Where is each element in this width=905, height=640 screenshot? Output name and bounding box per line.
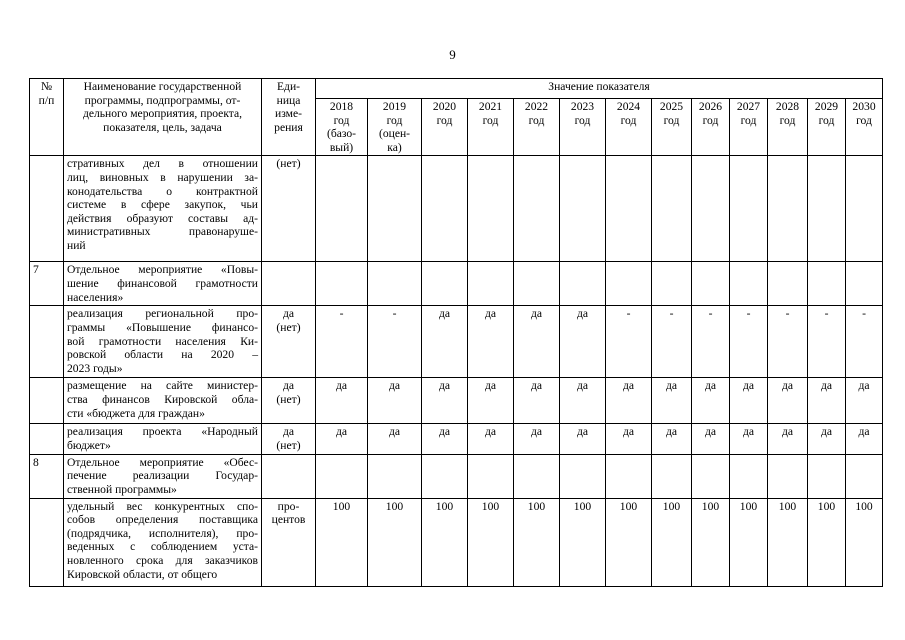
header-year-2029 [808, 99, 846, 156]
value-cell-2019 [368, 262, 422, 306]
text-line: 2030 [852, 100, 876, 113]
value-cell-2018 [316, 156, 368, 262]
text-line: изме- [275, 107, 302, 121]
text-line: год [818, 113, 835, 127]
value-cell-2030: - [846, 306, 883, 378]
text-line: № [40, 80, 53, 93]
text-line: лиц, виновных в нарушении за- [67, 170, 258, 184]
value-cell-2023 [560, 156, 606, 262]
row-name [64, 262, 262, 306]
text-line: год [620, 113, 637, 127]
text-line: 2020 [432, 100, 457, 113]
text-line: вый) [329, 140, 354, 154]
table-row [30, 424, 883, 454]
row-unit [262, 378, 316, 424]
value-cell-2022: да [514, 306, 560, 378]
value-cell-2026: да [692, 378, 730, 424]
value-cell-2024 [606, 454, 652, 498]
text-line: год [528, 113, 545, 127]
value-cell-2018 [316, 454, 368, 498]
text-line: год [856, 113, 872, 127]
value-cell-2019: да [368, 424, 422, 454]
value-cell-2029: да [808, 424, 846, 454]
text-line: веденных с соблюдением уста- [67, 540, 258, 554]
text-line: 2026 [698, 100, 723, 113]
value-cell-2028 [768, 262, 808, 306]
value-cell-2023: да [560, 378, 606, 424]
text-line: год [702, 113, 719, 127]
value-cell-2027: 100 [730, 498, 768, 586]
text-line: ства финансов Кировской обла- [67, 392, 258, 406]
row-name [64, 498, 262, 586]
text-line: Отдельное мероприятие «Обес- [67, 455, 258, 469]
value-cell-2024: - [606, 306, 652, 378]
text-line: новленного срока для заказчиков [67, 553, 258, 567]
value-cell-2026 [692, 454, 730, 498]
value-cell-2028: - [768, 306, 808, 378]
value-cell-2019 [368, 454, 422, 498]
value-cell-2021: 100 [468, 498, 514, 586]
value-cell-2022: да [514, 424, 560, 454]
value-cell-2020: 100 [422, 498, 468, 586]
value-cell-2019: да [368, 378, 422, 424]
text-line: (базо- [326, 127, 357, 141]
value-cell-2025: да [652, 424, 692, 454]
text-line: 2022 [524, 100, 549, 113]
value-cell-2029: 100 [808, 498, 846, 586]
header-year-2019 [368, 99, 422, 156]
row-name [64, 156, 262, 262]
table-row [30, 262, 883, 306]
value-cell-2018: да [316, 424, 368, 454]
header-year-2027 [730, 99, 768, 156]
value-cell-2030 [846, 262, 883, 306]
row-number [30, 424, 64, 454]
text-line: шение финансовой грамотности [67, 276, 258, 290]
value-cell-2027: - [730, 306, 768, 378]
value-cell-2028: да [768, 378, 808, 424]
text-line: Наименование государственной [83, 80, 242, 93]
value-cell-2027 [730, 454, 768, 498]
value-cell-2019: - [368, 306, 422, 378]
value-cell-2023: да [560, 424, 606, 454]
header-year-2023 [560, 99, 606, 156]
text-line: год [436, 113, 453, 127]
text-line: Кировской области, от общего [67, 567, 218, 581]
value-cell-2025: да [652, 378, 692, 424]
value-cell-2027: да [730, 424, 768, 454]
value-cell-2022: 100 [514, 498, 560, 586]
text-line: реализация проекта «Народный [67, 425, 258, 439]
text-line: ровской области на 2020 – [67, 348, 258, 362]
value-cell-2027 [730, 156, 768, 262]
text-line: бюджет» [67, 438, 111, 452]
value-cell-2029: - [808, 306, 846, 378]
value-cell-2020: да [422, 424, 468, 454]
text-line: дельного мероприятия, проекта, [82, 107, 243, 121]
row-unit [262, 454, 316, 498]
header-year-2021 [468, 99, 514, 156]
header-values: Значение показателя [316, 79, 883, 99]
value-cell-2024: да [606, 424, 652, 454]
value-cell-2025: 100 [652, 498, 692, 586]
text-line: (нет) [276, 438, 301, 452]
text-line: ственной программы» [67, 482, 177, 496]
value-cell-2021 [468, 156, 514, 262]
value-cell-2022: да [514, 378, 560, 424]
text-line: 2021 [478, 100, 503, 113]
value-cell-2021: да [468, 306, 514, 378]
row-unit [262, 306, 316, 378]
row-unit [262, 262, 316, 306]
text-line: (подрядчика, исполнителя), про- [67, 526, 258, 540]
value-cell-2018: 100 [316, 498, 368, 586]
value-cell-2027 [730, 262, 768, 306]
text-line: ний [67, 238, 86, 252]
row-number [30, 498, 64, 586]
header-year-2030 [846, 99, 883, 156]
value-cell-2018 [316, 262, 368, 306]
value-cell-2025: - [652, 306, 692, 378]
value-cell-2025 [652, 156, 692, 262]
row-name [64, 454, 262, 498]
value-cell-2023: да [560, 306, 606, 378]
text-line: действия образуют составы ад- [67, 211, 258, 225]
value-cell-2020 [422, 454, 468, 498]
value-cell-2029 [808, 156, 846, 262]
table-row [30, 306, 883, 378]
text-line: рения [274, 120, 303, 134]
text-line: ка) [387, 140, 402, 154]
text-line: год [386, 113, 403, 127]
value-cell-2028 [768, 454, 808, 498]
header-num-text [33, 80, 60, 107]
header-year-2025 [652, 99, 692, 156]
value-cell-2030: да [846, 424, 883, 454]
value-cell-2024 [606, 262, 652, 306]
value-cell-2022 [514, 262, 560, 306]
text-line: собов определения поставщика [67, 513, 258, 527]
table-row [30, 378, 883, 424]
text-line: министративных правонаруше- [67, 225, 258, 239]
value-cell-2018: да [316, 378, 368, 424]
value-cell-2021 [468, 262, 514, 306]
text-line: 2024 [616, 100, 641, 113]
value-cell-2019 [368, 156, 422, 262]
header-year-2022 [514, 99, 560, 156]
header-num [30, 79, 64, 156]
text-line: центов [271, 513, 306, 527]
text-line: сти «бюджета для граждан» [67, 406, 205, 420]
value-cell-2023 [560, 454, 606, 498]
text-line: Еди- [276, 80, 301, 93]
value-cell-2020: да [422, 306, 468, 378]
text-line: граммы «Повышение финансо- [67, 320, 258, 334]
value-cell-2024 [606, 156, 652, 262]
text-line: да [282, 307, 295, 321]
text-line: реализация региональной про- [67, 307, 258, 321]
value-cell-2018: - [316, 306, 368, 378]
indicator-table [29, 78, 883, 587]
text-line: (нет) [276, 320, 301, 334]
row-number [30, 378, 64, 424]
value-cell-2026 [692, 262, 730, 306]
value-cell-2023 [560, 262, 606, 306]
text-line: 2019 [382, 100, 407, 113]
text-line: вой грамотности населения Ки- [67, 334, 258, 348]
text-line: 2028 [775, 100, 800, 113]
value-cell-2029: да [808, 378, 846, 424]
value-cell-2030: 100 [846, 498, 883, 586]
text-line: год [740, 113, 757, 127]
text-line: системе в сфере закупок, чьи [67, 198, 258, 212]
text-line: Отдельное мероприятие «Повы- [67, 263, 258, 277]
value-cell-2026: да [692, 424, 730, 454]
header-year-2026 [692, 99, 730, 156]
row-number [30, 306, 64, 378]
header-name [64, 79, 262, 156]
value-cell-2022 [514, 454, 560, 498]
value-cell-2029 [808, 262, 846, 306]
text-line: 2023 [570, 100, 595, 113]
value-cell-2028: да [768, 424, 808, 454]
value-cell-2025 [652, 454, 692, 498]
text-line: 2029 [814, 100, 839, 113]
text-line: конодательства о контрактной [67, 184, 258, 198]
value-cell-2030 [846, 156, 883, 262]
text-line: год [574, 113, 591, 127]
header-year-2020 [422, 99, 468, 156]
text-line: год [779, 113, 796, 127]
value-cell-2025 [652, 262, 692, 306]
text-line: программы, подпрограммы, от- [84, 93, 241, 107]
row-number: 7 [30, 262, 64, 306]
text-line: год [333, 113, 350, 127]
value-cell-2024: 100 [606, 498, 652, 586]
text-line: показателя, цель, задача [103, 120, 222, 134]
value-cell-2026: - [692, 306, 730, 378]
text-line: 2025 [659, 100, 684, 113]
text-line: (нет) [276, 157, 301, 171]
text-line: п/п [38, 93, 55, 107]
text-line: 2018 [329, 100, 354, 113]
row-unit [262, 424, 316, 454]
page-number: 9 [449, 47, 456, 62]
value-cell-2026 [692, 156, 730, 262]
row-number: 8 [30, 454, 64, 498]
text-line: размещение на сайте министер- [67, 379, 258, 393]
table-row [30, 498, 883, 586]
text-line: 2023 годы» [67, 361, 123, 375]
row-number [30, 156, 64, 262]
text-line: (нет) [276, 392, 301, 406]
header-unit [262, 79, 316, 156]
text-line: год [482, 113, 499, 127]
value-cell-2028: 100 [768, 498, 808, 586]
text-line: да [282, 425, 295, 439]
row-unit [262, 156, 316, 262]
text-line: ница [276, 93, 301, 107]
value-cell-2021 [468, 454, 514, 498]
text-line: про- [277, 499, 300, 513]
value-cell-2028 [768, 156, 808, 262]
text-line: удельный вес конкурентных спо- [67, 499, 258, 513]
text-line: год [663, 113, 680, 127]
row-name [64, 424, 262, 454]
value-cell-2020: да [422, 378, 468, 424]
value-cell-2027: да [730, 378, 768, 424]
row-unit [262, 498, 316, 586]
value-cell-2020 [422, 156, 468, 262]
text-line: (оцен- [378, 127, 411, 141]
value-cell-2023: 100 [560, 498, 606, 586]
value-cell-2026: 100 [692, 498, 730, 586]
value-cell-2022 [514, 156, 560, 262]
row-name [64, 306, 262, 378]
row-name [64, 378, 262, 424]
value-cell-2019: 100 [368, 498, 422, 586]
text-line: да [282, 379, 295, 393]
header-unit-text [265, 80, 312, 134]
header-name-text [67, 80, 258, 134]
value-cell-2029 [808, 454, 846, 498]
value-cell-2021: да [468, 378, 514, 424]
value-cell-2024: да [606, 378, 652, 424]
table-row [30, 156, 883, 262]
value-cell-2030: да [846, 378, 883, 424]
text-line: печение реализации Государ- [67, 469, 258, 483]
table-row [30, 454, 883, 498]
value-cell-2021: да [468, 424, 514, 454]
text-line: населения» [67, 290, 124, 304]
value-cell-2030 [846, 454, 883, 498]
text-line: стративных дел в отношении [67, 157, 258, 171]
header-year-2028 [768, 99, 808, 156]
header-year-2024 [606, 99, 652, 156]
header-year-2018 [316, 99, 368, 156]
value-cell-2020 [422, 262, 468, 306]
text-line: 2027 [736, 100, 761, 113]
